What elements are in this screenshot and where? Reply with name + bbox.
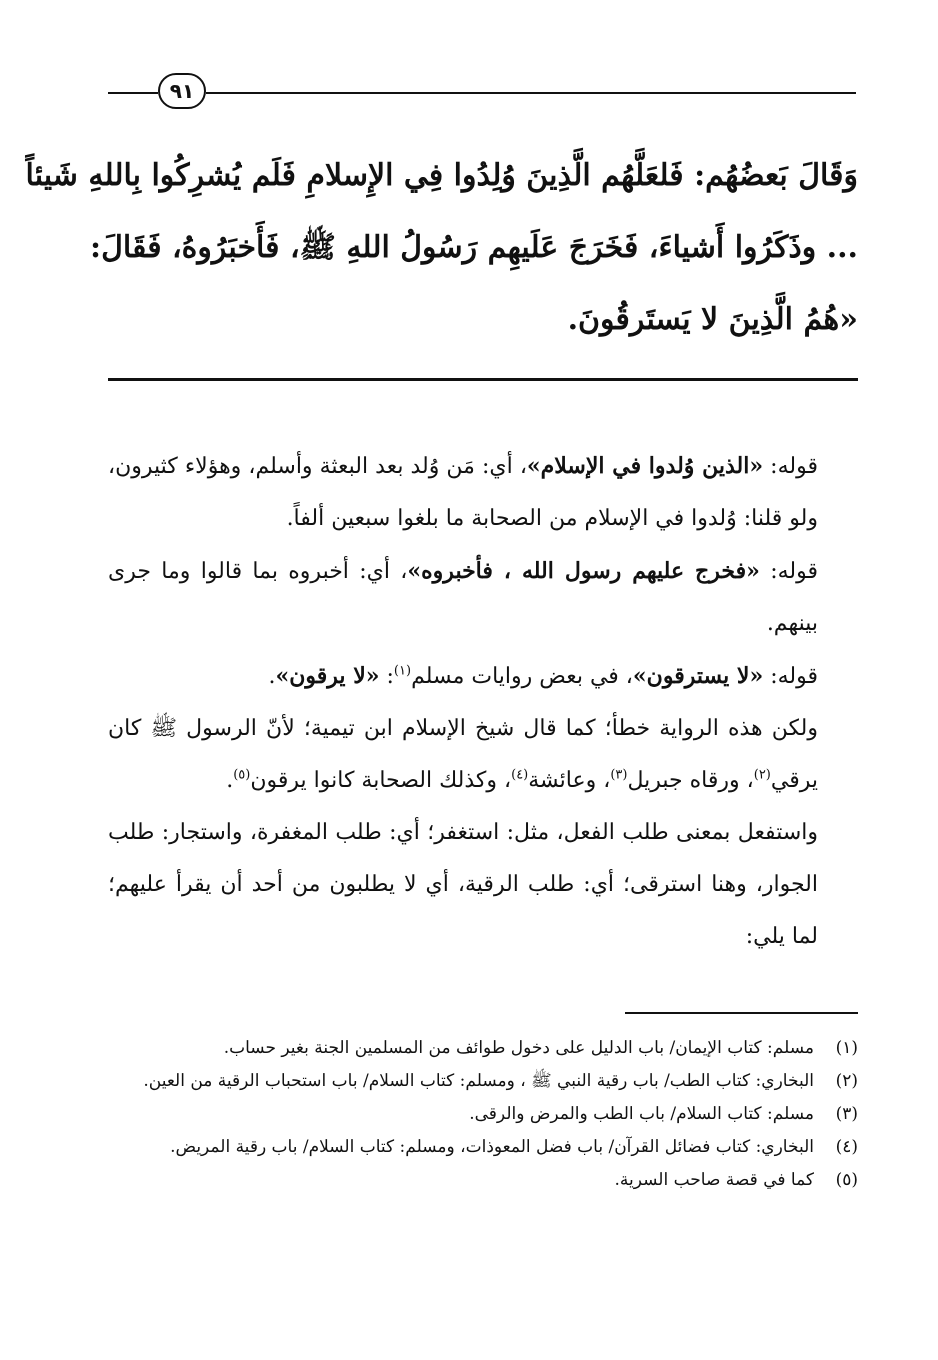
paragraph-text: ولكن هذه الرواية خطأ؛ كما قال شيخ الإسلام ابن تيمية؛ لأنّ الرسول ﷺ كان يرقي xyxy=(108,716,818,793)
footnote-number: (٣) xyxy=(835,1104,858,1124)
paragraph-text: ، وكذلك الصحابة كانوا يرقون xyxy=(250,768,512,793)
footnote-text: البخاري: كتاب الطب/ باب رقية النبي ﷺ ، ومسلم: كتاب السلام/ باب استحباب الرقية من العين. xyxy=(143,1071,814,1091)
section-divider xyxy=(108,378,858,381)
commentary-paragraph-4 xyxy=(108,703,858,807)
page-number: ٩١ xyxy=(158,73,206,109)
footnote-1 xyxy=(108,1032,858,1065)
hadith-line-3: «هُمُ الَّذِينَ لا يَستَرقُونَ. xyxy=(567,302,858,337)
footnote-3 xyxy=(108,1098,858,1131)
footnote-text: كما في قصة صاحب السرية. xyxy=(614,1170,814,1190)
paragraph-lead: قوله: xyxy=(763,664,818,689)
paragraph-text: ، في بعض روايات مسلم xyxy=(411,664,633,689)
footnote-number: (١) xyxy=(835,1038,858,1058)
quoted-phrase: «لا يرقون» xyxy=(275,663,380,689)
commentary xyxy=(108,440,858,963)
footnote-text: مسلم: كتاب السلام/ باب الطب والمرض والرقى. xyxy=(469,1104,814,1124)
paragraph-text: . xyxy=(268,664,276,689)
paragraph-text: ، أي: مَن وُلد بعد البعثة وأسلم، وهؤلاء كثيرون، ولو قلنا: وُلدوا في الإسلام من الصحابة ما بلغوا سبعين ألفاً. xyxy=(108,454,818,531)
footnote-text: مسلم: كتاب الإيمان/ باب الدليل على دخول طوائف من المسلمين الجنة بغير حساب. xyxy=(223,1038,814,1058)
paragraph-text: ، ورقاه جبريل xyxy=(627,768,754,793)
commentary-paragraph-2 xyxy=(108,545,858,650)
footnote-ref-5[interactable]: (٥) xyxy=(233,767,251,783)
paragraph-lead: قوله: xyxy=(759,559,818,584)
quoted-phrase: «الذين وُلدوا في الإسلام» xyxy=(526,453,764,479)
header-rule-right xyxy=(206,92,856,94)
quoted-phrase: «فخرج عليهم رسول الله ، فأخبروه» xyxy=(407,558,760,584)
commentary-paragraph-3 xyxy=(108,650,858,703)
footnote-number: (٢) xyxy=(835,1071,858,1091)
paragraph-text: ، وعائشة xyxy=(528,768,611,793)
footnote-4 xyxy=(108,1131,858,1164)
header-rule-left xyxy=(108,92,158,94)
footnote-ref-1[interactable]: (١) xyxy=(393,663,412,679)
quoted-phrase: «لا يسترقون» xyxy=(632,663,764,689)
paragraph-text: : xyxy=(379,664,394,689)
hadith-text xyxy=(25,140,858,356)
commentary-paragraph-1 xyxy=(108,440,858,545)
hadith-line-1: وَقَالَ بَعضُهُم: فَلعَلَّهُم الَّذِينَ وُلِدُوا فِي الإِسلامِ فَلَم يُشرِكُوا بِاللهِ شَيئاً xyxy=(25,158,858,193)
commentary-paragraph-5: واستفعل بمعنى طلب الفعل، مثل: استغفر؛ أي: طلب المغفرة، واستجار: طلب الجوار، وهنا استرقى؛ أي: طلب الرقية، أي لا يطلبون من أحد أن يقرأ عليهم؛ لما يلي: xyxy=(108,820,819,949)
footnote-separator xyxy=(625,1012,858,1014)
footnote-ref-2[interactable]: (٢) xyxy=(753,767,771,783)
footnote-number: (٤) xyxy=(835,1137,858,1157)
paragraph-lead: قوله: xyxy=(763,454,818,479)
footnote-text: البخاري: كتاب فضائل القرآن/ باب فضل المعوذات، ومسلم: كتاب السلام/ باب رقية المريض. xyxy=(170,1137,814,1157)
paragraph-text: ، أي: أخبروه بما قالوا وما جرى بينهم. xyxy=(108,559,818,636)
paragraph-text: . xyxy=(226,768,234,793)
footnote-5 xyxy=(108,1164,858,1197)
footnote-ref-3[interactable]: (٣) xyxy=(610,767,628,783)
footnotes xyxy=(108,1032,858,1197)
footnote-number: (٥) xyxy=(835,1170,858,1190)
footnote-2 xyxy=(108,1065,858,1098)
hadith-line-2: ... وذَكَرُوا أَشياءَ، فَخَرَجَ عَلَيهِم رَسُولُ اللهِ ﷺ، فَأَخبَرُوهُ، فَقَالَ: xyxy=(90,230,858,265)
footnote-ref-4[interactable]: (٤) xyxy=(511,767,529,783)
